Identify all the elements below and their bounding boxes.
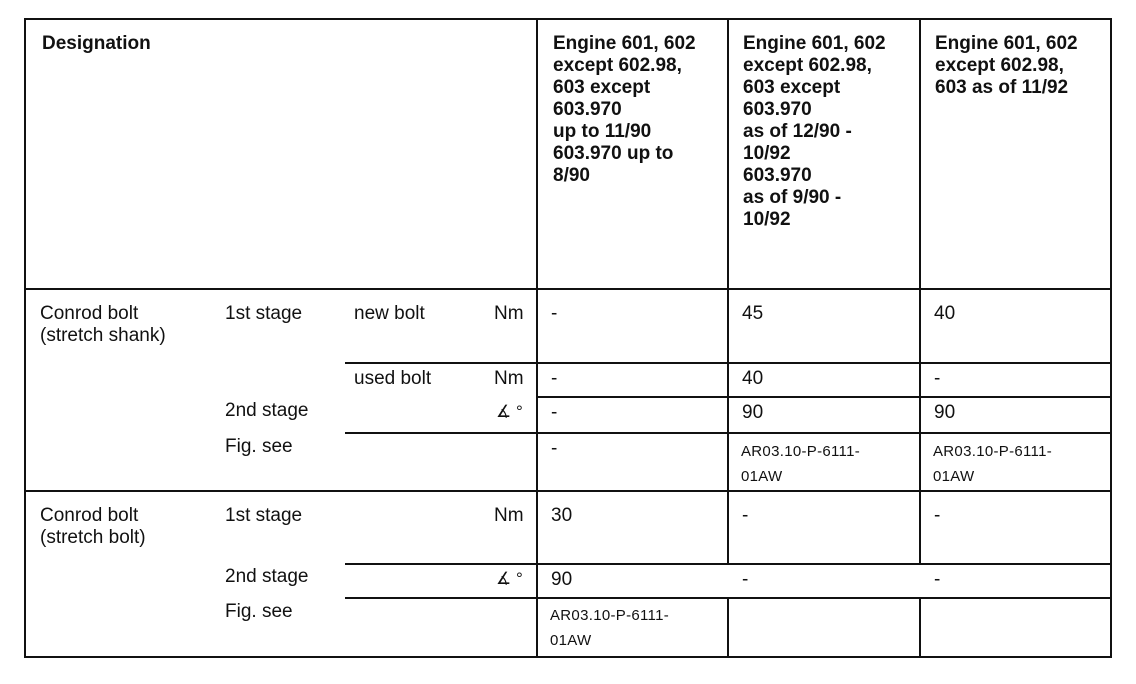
stretch-stage2-col2: -: [742, 569, 749, 590]
used-bolt-col1: -: [551, 368, 558, 389]
stretch-angle-unit: ∡ °: [496, 569, 523, 588]
new-bolt-col3: 40: [934, 303, 956, 324]
col-divider-2: [727, 18, 729, 564]
stretch-stage2-col1: 90: [551, 569, 573, 590]
header-engine-col3: Engine 601, 602 except 602.98, 603 as of 11/92: [935, 33, 1078, 98]
stretch-stage1-label: 1st stage: [225, 505, 303, 526]
shank-stage2-label: 2nd stage: [225, 400, 309, 421]
shank-label: Conrod bolt (stretch shank): [40, 303, 166, 346]
col-divider-1: [536, 18, 538, 658]
stretch-fig-col1: AR03.10-P-6111- 01AW: [550, 607, 670, 649]
new-bolt-label: new bolt: [354, 303, 425, 324]
shank-stage2-col3: 90: [934, 402, 956, 423]
shank-angle-unit: ∡ °: [496, 402, 523, 421]
shank-stage2-col1: -: [551, 402, 558, 423]
used-bolt-label: used bolt: [354, 368, 432, 389]
row-divider-stretch-stage2: [345, 563, 1112, 565]
row-divider-used: [345, 362, 1112, 364]
shank-fig-col3: AR03.10-P-6111- 01AW: [933, 443, 1053, 485]
shank-fig-col1: -: [551, 438, 558, 459]
header-engine-col2: Engine 601, 602 except 602.98, 603 except 603.970 as of 12/90 - 10/92 603.970 as of 9/90 - 10/92: [743, 33, 886, 230]
col-divider-3: [919, 18, 921, 564]
used-bolt-col3: -: [934, 368, 941, 389]
stretch-stage1-col1: 30: [551, 505, 573, 526]
row-divider-fig: [345, 432, 1112, 434]
shank-fig-col2: AR03.10-P-6111- 01AW: [741, 443, 861, 485]
used-bolt-col2: 40: [742, 368, 764, 389]
header-designation: Designation: [42, 33, 151, 54]
row-divider-stretch-fig: [345, 597, 1112, 599]
stretch-stage1-col3: -: [934, 505, 941, 526]
header-engine-col1: Engine 601, 602 except 602.98, 603 except 603.970 up to 11/90 603.970 up to 8/90: [553, 33, 696, 186]
new-bolt-unit: Nm: [494, 303, 524, 324]
col-divider-3-lower: [919, 597, 921, 658]
stretch-stage2-col3: -: [934, 569, 941, 590]
stretch-fig-label: Fig. see: [225, 601, 293, 622]
col-divider-2-lower: [727, 597, 729, 658]
stretch-label: Conrod bolt (stretch bolt): [40, 505, 146, 548]
header-divider: [24, 288, 1112, 290]
stretch-stage1-col2: -: [742, 505, 749, 526]
new-bolt-col1: -: [551, 303, 558, 324]
new-bolt-col2: 45: [742, 303, 764, 324]
shank-stage2-col2: 90: [742, 402, 764, 423]
stretch-stage2-label: 2nd stage: [225, 566, 309, 587]
shank-fig-label: Fig. see: [225, 436, 293, 457]
shank-stage1-label: 1st stage: [225, 303, 303, 324]
row-divider-stage2: [536, 396, 1112, 398]
stretch-stage1-unit: Nm: [494, 505, 524, 526]
used-bolt-unit: Nm: [494, 368, 524, 389]
section-divider: [24, 490, 1112, 492]
